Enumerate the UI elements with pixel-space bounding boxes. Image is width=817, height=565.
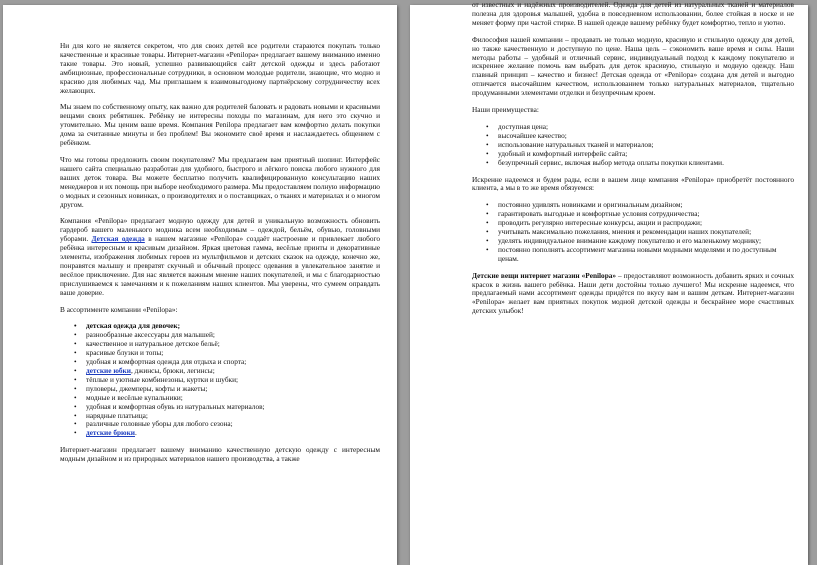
list-item: • проводить регулярно интересные конкурсы, акции и распродажи; (498, 219, 794, 228)
list-item: • учитывать максимально пожелания, мнения и рекомендации наших покупателей; (498, 228, 794, 237)
assortment-heading: В ассортименте компании «Penilopa»: (60, 304, 178, 314)
list-item: • удобная и комфортная обувь из натуральных материалов; (86, 403, 380, 412)
list-item-rest: . (135, 428, 137, 438)
page-left-content (60, 42, 380, 472)
list-item: • детская одежда для девочек; (86, 322, 380, 331)
paragraph-closing (472, 272, 794, 317)
document-page-right (410, 0, 808, 565)
list-item: • постоянно удивлять новинками и оригинальным дизайном; (498, 201, 794, 210)
paragraph-company-start: Компания «Penilopa» предлагает модную одежду для детей и уникальную возможность обновить гардероб вашего маленького модника всем необходимым – одеждой, бельём, обувью, головными уборами. (60, 216, 380, 244)
list-item: • постоянно пополнять ассортимент магазина новыми модными моделями и по доступным ценам. (498, 246, 794, 264)
list-item: • безупречный сервис, включая выбор метода оплаты покупки клиентами. (498, 159, 794, 168)
list-item: • нарядные платьица; (86, 412, 380, 421)
list-item: • разнообразные аксессуары для малышей; (86, 331, 380, 340)
paragraph-hope: Искренне надеемся и будем рады, если в вашем лице компания «Penilopa» приобретёт постоянного клиента, а мы в то же время обязуемся: (472, 174, 794, 193)
list-item: • уделять индивидуальное внимание каждому покупателю и его маленькому моднику; (498, 237, 794, 246)
paragraph-offer: Что мы готовы предложить своим покупателям? Мы предлагаем вам приятный шопинг. Интерфейс нашего сайта специально разработан для удобного, быстрого и лёгкого поиска любого нужного для ваших деток товара. Вы можете бесплатно получить квалифицированную консультацию наших менеджеров и их помощь при выборе необходимого размера. Мы предоставляем полную информацию о модных и сезонных новинках, о производителях и о поставщиках, о тканях и материалах и о многом другом. (60, 154, 380, 209)
list-item: • модные и весёлые купальники; (86, 394, 380, 403)
list-item (86, 429, 380, 438)
closing-bold-lead: Детские вещи интернет магазин «Penilopa» (472, 270, 617, 280)
paragraph-intro: Ни для кого не является секретом, что для своих детей все родители стараются покупать только качественные и красивые товары. Интернет-магазин «Penilopa» предлагает вашему вниманию именно такие товары. Это новый, успешно развивающийся сайт детской одежды и здесь работают амбициозные, профессиональные сотрудники, в основном молодые родители, знающие, что модно и красиво для любимых чад. Мы приглашаем к взаимовыгодному партнёрскому сотрудничеству всех желающих. (60, 41, 380, 95)
pledges-list (472, 201, 794, 263)
paragraph-philosophy: Философия нашей компании – продавать не только модную, красивую и стильную одежду для детей, но также качественную и доступную по цене. Наша цель – сэкономить ваше время и силы. Наши методы работы – удобный и отличный сервис, индивидуальный подход к каждому покупателю и искреннее желание помочь вам выбрать для деток красивую, стильную и модную одежду. Наш главный принцип – качество и бизнес! Детская одежда от «Penilopa» создана для детей и выгодно отличается высочайшим качеством, использованием только натуральных материалов, тщательно продуманными элементами отделки и безупречным кроем. (472, 34, 794, 98)
closing-rest: – предоставляют возможность добавить ярких и сочных красок в жизнь вашего ребёнка. Наши дети достойны только лучшего! Мы искренне надеемся, что предлагаемый нами ассортимент одежды придётся по вкусу вам и вашим деткам. Интернет-магазин «Penilopa» желает вам приятных покупок модной детской одежды и бескрайнее море счастливых детских улыбок! (472, 270, 794, 316)
paragraph-experience: Мы знаем по собственному опыту, как важно для родителей баловать и радовать новыми и красивыми вещами своих ребятишек. Ребёнку не интересны походы по магазинам, для него это скучно и утомительно. Мы ценим ваше время. Компания Penilopa предлагает вам комфортно делать покупки дома за считанные минуты и без проблем! Вы экономите своё время и наслаждаетесь общением с ребёнком. (60, 102, 380, 148)
link-kids-skirts[interactable]: детские юбки (86, 366, 131, 375)
page-right-content (472, 1, 794, 324)
advantages-list (472, 123, 794, 168)
paragraph-company-end: в нашем магазине «Penilopa» создаёт настроение и привлекает любого ребёнка интересным и красивым дизайном. Яркая цветовая гамма, весёлые принты и декоративные элементы, изображения любимых героев из мультфильмов и детских сказок на одежде, конечно же, понравятся малышу и превратят скучный и обычный процесс одевания в увлекательное занятие и весёлое приключение. Для нас является важным мнение наших покупателей, и мы с благодарностью прислушиваемся к замечаниям и к пожеланиям наших клиентов. Мы уверены, что сумеем оправдать ваше доверие. (60, 234, 380, 297)
link-kids-trousers[interactable]: детские брюки (86, 428, 136, 438)
list-item: • пуловеры, джемперы, кофты и жакеты; (86, 385, 380, 394)
list-item: • доступная цена; (498, 123, 794, 132)
list-item: • высочайшее качество; (498, 132, 794, 141)
advantages-heading: Наши преимущества: (472, 105, 539, 115)
list-item: • удобная и комфортная одежда для отдыха и спорта; (86, 358, 380, 367)
link-kids-clothing[interactable]: Детская одежда (91, 234, 145, 244)
paragraph-quality: Интернет-магазин предлагает вашему вниманию качественную детскую одежду с интересным модным дизайном и из природных материалов нашего производства, а также (60, 445, 380, 464)
list-item: • гарантировать выгодные и комфортные условия сотрудничества; (498, 210, 794, 219)
document-page-left (3, 5, 397, 565)
assortment-list (60, 322, 380, 438)
list-item: • удобный и комфортный интерфейс сайта; (498, 150, 794, 159)
paragraph-company (60, 217, 380, 297)
paragraph-continued: от известных и надёжных производителей. Одежда для детей из натуральных тканей и материалов полезна для здоровья малышей, удобна в повседневном использовании, более стойкая в носке и не меняет форму при частой стирке. В нашей одежде вашему ребёнку будет комфортно, тепло и уютно. (472, 0, 794, 27)
list-item: • тёплые и уютные комбинезоны, куртки и шубки; (86, 376, 380, 385)
list-item-rest: , джинсы, брюки, легинсы; (130, 366, 215, 375)
list-item: • красивые блузки и топы; (86, 349, 380, 358)
list-item: • использование натуральных тканей и материалов; (498, 141, 794, 150)
list-item: • различные головные уборы для любого сезона; (86, 420, 380, 429)
list-item: • качественное и натуральное детское бельё; (86, 340, 380, 349)
